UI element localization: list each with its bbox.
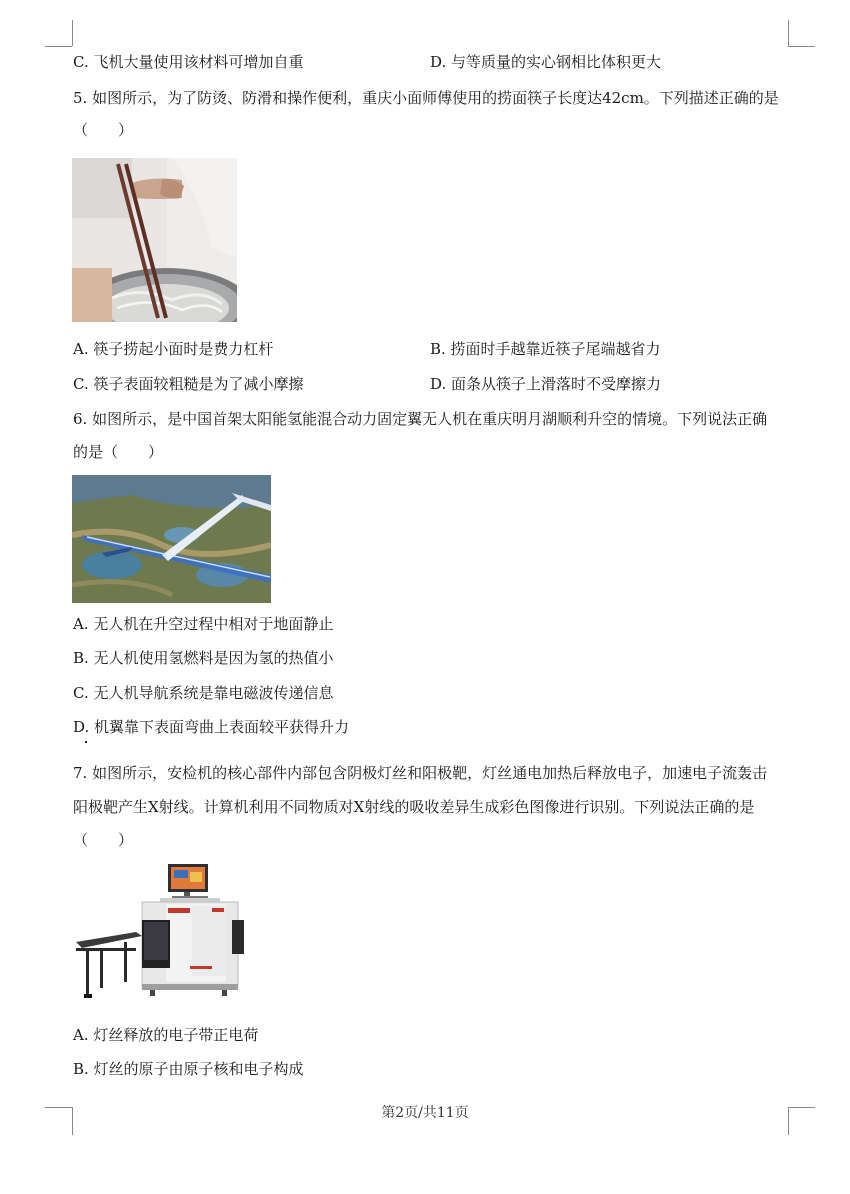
crop-mark-top-left-h [45, 46, 72, 47]
drone-illustration [72, 475, 271, 603]
q7-stem-line3: （ ） [73, 831, 134, 849]
q6-stem-line1: 6. 如图所示，是中国首架太阳能氢能混合动力固定翼无人机在重庆明月湖顺利升空的情境。下列说法正确 [73, 410, 768, 428]
q4-option-c: C. 飞机大量使用该材料可增加自重 [73, 53, 304, 71]
crop-mark-top-left-v [72, 20, 73, 46]
q7-option-b: B. 灯丝的原子由原子核和电子构成 [73, 1060, 304, 1078]
q5-option-d: D. 面条从筷子上滑落时不受摩擦力 [430, 375, 662, 393]
q6-option-b: B. 无人机使用氢燃料是因为氢的热值小 [73, 649, 334, 667]
q7-option-a: A. 灯丝释放的电子带正电荷 [73, 1026, 259, 1044]
q6-stem-line2: 的是（ ） [73, 443, 164, 461]
drone-photo [72, 475, 271, 603]
q6-option-d: D. 机翼靠下表面弯曲上表面较平获得升力 [73, 718, 350, 736]
q5-option-c: C. 筷子表面较粗糙是为了减小摩擦 [73, 375, 304, 393]
q6-option-a: A. 无人机在升空过程中相对于地面静止 [73, 615, 334, 633]
q6-option-c: C. 无人机导航系统是靠电磁波传递信息 [73, 684, 334, 702]
chopsticks-illustration [72, 158, 237, 322]
q5-option-a: A. 筷子捞起小面时是费力杠杆 [73, 340, 274, 358]
q5-stem-line1: 5. 如图所示，为了防烫、防滑和操作便利，重庆小面师傅使用的捞面筷子长度达42cm。下列描述正确的是 [73, 89, 779, 107]
q4-option-d: D. 与等质量的实心钢相比体积更大 [430, 53, 662, 71]
q5-option-b: B. 捞面时手越靠近筷子尾端越省力 [430, 340, 661, 358]
xray-scanner-photo [72, 862, 250, 1012]
q7-stem-line1: 7. 如图所示，安检机的核心部件内部包含阴极灯丝和阳极靶，灯丝通电加热后释放电子，加速电子流轰击 [73, 764, 768, 782]
chopsticks-photo [72, 158, 237, 322]
stray-dot [85, 741, 87, 743]
crop-mark-top-right-h [788, 46, 815, 47]
q5-stem-line2: （ ） [73, 121, 134, 139]
xray-scanner-illustration [72, 862, 250, 1012]
q7-stem-line2: 阳极靶产生X射线。计算机利用不同物质对X射线的吸收差异生成彩色图像进行识别。下列说法正确的是 [73, 798, 755, 816]
crop-mark-top-right-v [788, 20, 789, 46]
page-footer: 第2页/共11页 [381, 1105, 469, 1121]
